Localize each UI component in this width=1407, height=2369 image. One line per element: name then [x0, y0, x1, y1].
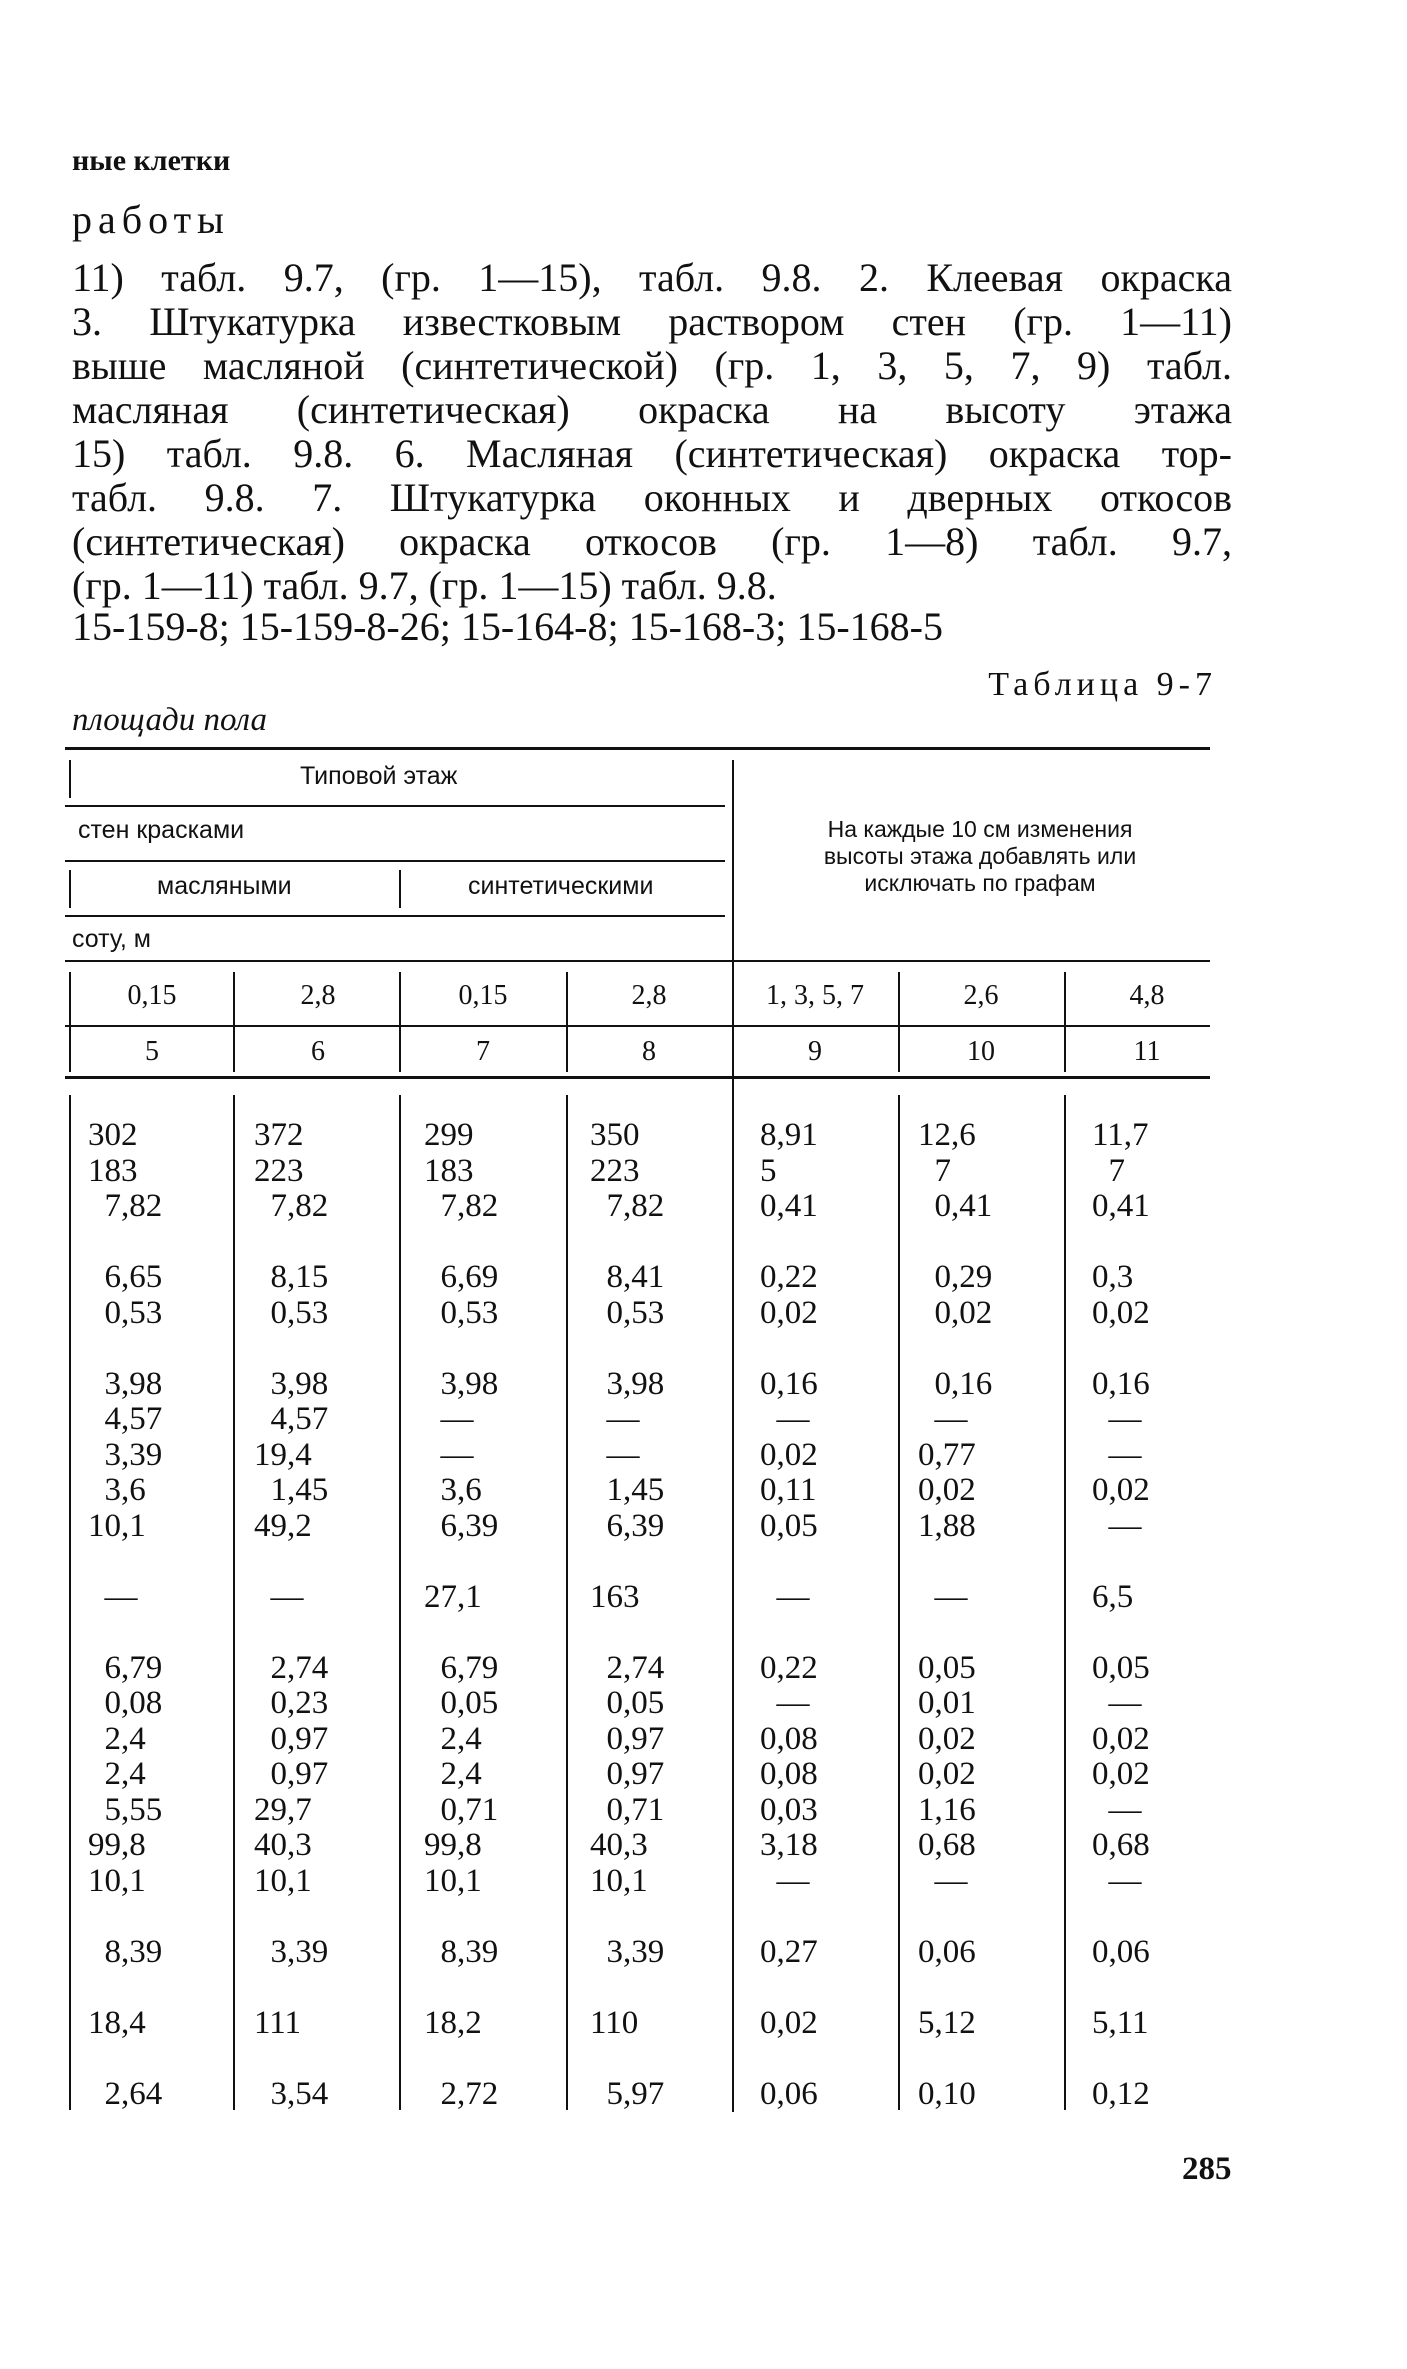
paragraph-line: табл. 9.8. 7. Штукатурка оконных и дверных откосов: [72, 475, 1232, 520]
table-cell: [590, 1615, 760, 1651]
table-cell: 0,02: [918, 1294, 993, 1331]
table-cell: —: [88, 1578, 138, 1615]
table-cell: 3,98: [590, 1365, 665, 1402]
table-cell: [1092, 1544, 1262, 1580]
table-cell: —: [1092, 1791, 1142, 1828]
table-cell: 2,74: [590, 1649, 665, 1686]
table-cell: —: [760, 1401, 810, 1437]
table-cell: 0,22: [760, 1259, 818, 1295]
table-cell: 0,05: [760, 1507, 818, 1544]
table-cell: [424, 1225, 594, 1261]
table-cell: [424, 1544, 594, 1580]
table-cell: —: [918, 1401, 968, 1437]
column-number: 10: [967, 1036, 995, 1067]
table-cell: 0,05: [424, 1685, 499, 1721]
table-cell: 18,4: [88, 2004, 146, 2041]
table-cell: 10,1: [424, 1862, 482, 1899]
table-cell: [760, 1544, 930, 1580]
table-cell: 0,68: [1092, 1827, 1150, 1863]
table-cell: [760, 1331, 930, 1367]
table-cell: [254, 1615, 424, 1651]
table-cell: 372: [254, 1117, 304, 1153]
table-cell: [424, 1615, 594, 1651]
table-cell: 0,02: [1092, 1756, 1150, 1792]
table-cell: 0,29: [918, 1259, 993, 1295]
table-cell: 0,01: [918, 1685, 976, 1721]
table-cell: [1092, 2041, 1262, 2077]
paragraph-line: масляная (синтетическая) окраска на высоту этажа: [72, 387, 1232, 432]
table-cell: [1092, 1615, 1262, 1651]
table-cell: 302: [88, 1117, 138, 1153]
column-number: 5: [145, 1036, 159, 1067]
table-cell: [590, 1331, 760, 1367]
table-cell: 223: [590, 1152, 640, 1189]
table-cell: 6,79: [88, 1649, 163, 1686]
table-cell: 0,02: [918, 1472, 976, 1508]
table-rule: [65, 1025, 1210, 1027]
table-cell: —: [760, 1578, 810, 1615]
table-cell: 3,98: [254, 1365, 329, 1402]
table-cell: [254, 1544, 424, 1580]
table-rule: [65, 805, 725, 807]
table-cell: 0,02: [1092, 1472, 1150, 1508]
table-cell: 3,18: [760, 1827, 818, 1863]
data-column-5: [88, 1118, 258, 2112]
header-maslyanymi: масляными: [157, 872, 292, 900]
table-cell: 0,97: [590, 1720, 665, 1757]
table-cell: 8,39: [88, 1933, 163, 1970]
table-cell: 0,05: [918, 1649, 976, 1686]
table-cell: 3,98: [424, 1365, 499, 1402]
table-cell: [88, 1331, 258, 1367]
table-cell: 6,79: [424, 1649, 499, 1686]
table-cell: 223: [254, 1152, 304, 1189]
table-cell: 1,16: [918, 1791, 976, 1828]
table-cell: 49,2: [254, 1507, 312, 1544]
table-cell: 0,02: [918, 1756, 976, 1792]
header-sotu-m: соту, м: [72, 925, 151, 953]
table-cell: —: [1092, 1401, 1142, 1437]
table-cell: 2,4: [424, 1756, 482, 1792]
table-cell: 0,16: [918, 1365, 993, 1402]
table-cell: 0,06: [918, 1933, 976, 1970]
table-rule: [65, 747, 1210, 750]
table-cell: 0,02: [760, 2004, 818, 2041]
table-cell: [88, 1544, 258, 1580]
table-cell: [918, 1899, 1088, 1935]
table-cell: [88, 1615, 258, 1651]
table-cell: 5,11: [1092, 2004, 1149, 2041]
table-cell: 8,41: [590, 1259, 665, 1295]
table-cell: [1092, 1225, 1262, 1261]
norm-codes: 15-159-8; 15-159-8-26; 15-164-8; 15-168-3; 15-168-5: [72, 604, 943, 649]
table-cell: —: [1092, 1507, 1142, 1544]
table-cell: —: [590, 1436, 640, 1473]
table-cell: [1092, 1331, 1262, 1367]
table-cell: [88, 1899, 258, 1935]
table-cell: 0,97: [254, 1756, 329, 1792]
table-cell: 10,1: [88, 1862, 146, 1899]
table-cell: 7: [918, 1152, 951, 1189]
table-cell: 4,57: [88, 1401, 163, 1437]
table-cell: [254, 1899, 424, 1935]
table-cell: 0,05: [1092, 1649, 1150, 1686]
table-cell: —: [760, 1862, 810, 1899]
table-cell: 1,45: [254, 1472, 329, 1508]
paragraph-line: 15) табл. 9.8. 6. Масляная (синтетическая) окраска тор-: [72, 431, 1232, 476]
column-number: 11: [1133, 1036, 1161, 1067]
table-cell: 3,6: [424, 1472, 482, 1508]
table-cell: [424, 2041, 594, 2077]
table-cell: 8,39: [424, 1933, 499, 1970]
table-cell: 10,1: [88, 1507, 146, 1544]
table-cell: 0,02: [1092, 1294, 1150, 1331]
body-paragraph: [72, 256, 1232, 608]
section-heading: ные клетки: [72, 144, 231, 177]
table-cell: 110: [590, 2004, 639, 2041]
header-sten-kraskami: стен красками: [78, 816, 245, 844]
table-cell: 0,97: [254, 1720, 329, 1757]
table-cell: —: [254, 1578, 304, 1615]
table-cell: [254, 1970, 424, 2006]
header-sinteticheskimi: синтетическими: [468, 872, 654, 900]
table-cell: 4,57: [254, 1401, 329, 1437]
table-cell: [590, 1225, 760, 1261]
table-cell: 1,88: [918, 1507, 976, 1544]
table-cell: 0,06: [1092, 1933, 1150, 1970]
header-value: 0,15: [458, 980, 508, 1011]
table-cell: [918, 2041, 1088, 2077]
table-cell: [88, 2041, 258, 2077]
table-cell: [760, 2041, 930, 2077]
table-cell: 6,69: [424, 1259, 499, 1295]
table-cell: 18,2: [424, 2004, 482, 2041]
table-cell: —: [918, 1578, 968, 1615]
table-cell: 5,97: [590, 2075, 665, 2112]
table-cell: —: [1092, 1862, 1142, 1899]
header-right-line: На каждые 10 см изменения: [827, 816, 1133, 842]
table-cell: 0,71: [590, 1791, 665, 1828]
table-cell: [254, 1331, 424, 1367]
column-number: 7: [476, 1036, 490, 1067]
table-cell: 1,45: [590, 1472, 665, 1508]
data-column-7: [424, 1118, 594, 2112]
table-cell: 183: [424, 1152, 474, 1189]
table-cell: [424, 1970, 594, 2006]
table-cell: 0,53: [590, 1294, 665, 1331]
table-cell: 3,39: [88, 1436, 163, 1473]
table-cell: 0,27: [760, 1933, 818, 1970]
table-cell: [1092, 1899, 1262, 1935]
table-cell: 0,16: [1092, 1365, 1150, 1402]
table-cell: 0,41: [1092, 1188, 1150, 1224]
header-value: 2,6: [963, 980, 999, 1011]
table-cell: 11,7: [1092, 1117, 1149, 1153]
table-cell: [760, 1970, 930, 2006]
table-cell: 10,1: [254, 1862, 312, 1899]
data-column-9: [760, 1118, 930, 2112]
section-subheading: работы: [72, 197, 230, 242]
table-cell: [590, 1970, 760, 2006]
table-rule: [69, 760, 71, 798]
table-cell: 99,8: [88, 1827, 146, 1863]
table-cell: 2,4: [88, 1756, 146, 1792]
header-right-line: высоты этажа добавлять или: [823, 843, 1137, 869]
header-right-line: исключать по графам: [864, 870, 1096, 896]
table-cell: 299: [424, 1117, 474, 1153]
header-right-note: [745, 816, 1215, 897]
table-cell: [88, 1970, 258, 2006]
table-cell: 0,02: [760, 1294, 818, 1331]
table-cell: 0,02: [760, 1436, 818, 1473]
table-cell: 99,8: [424, 1827, 482, 1863]
table-cell: —: [1092, 1436, 1142, 1473]
paragraph-line: (гр. 1—11) табл. 9.7, (гр. 1—15) табл. 9.8.: [72, 563, 777, 608]
table-cell: 0,41: [918, 1188, 993, 1224]
header-value: 0,15: [127, 980, 177, 1011]
table-cell: 2,4: [88, 1720, 146, 1757]
table-cell: 0,68: [918, 1827, 976, 1863]
table-cell: 7,82: [590, 1188, 665, 1224]
table-cell: 8,91: [760, 1117, 818, 1153]
table-cell: 0,3: [1092, 1259, 1134, 1295]
table-cell: 5,55: [88, 1791, 163, 1828]
header-value: 1, 3, 5, 7: [766, 980, 864, 1011]
table-cell: 0,11: [760, 1472, 817, 1508]
table-cell: 40,3: [590, 1827, 648, 1863]
table-cell: [254, 1225, 424, 1261]
data-column-11: [1092, 1118, 1262, 2112]
table-cell: 19,4: [254, 1436, 312, 1473]
table-cell: 0,53: [424, 1294, 499, 1331]
table-cell: 10,1: [590, 1862, 648, 1899]
table-cell: —: [1092, 1685, 1142, 1721]
table-cell: 3,54: [254, 2075, 329, 2112]
table-cell: 3,39: [254, 1933, 329, 1970]
table-cell: —: [424, 1436, 474, 1473]
table-cell: [760, 1615, 930, 1651]
table-cell: 350: [590, 1117, 640, 1153]
table-cell: [1092, 1970, 1262, 2006]
header-value: 4,8: [1129, 980, 1165, 1011]
table-cell: 3,98: [88, 1365, 163, 1402]
table-cell: 2,64: [88, 2075, 163, 2112]
table-cell: [918, 1970, 1088, 2006]
table-cell: [918, 1331, 1088, 1367]
paragraph-line: выше масляной (синтетической) (гр. 1, 3, 5, 7, 9) табл.: [72, 343, 1232, 388]
table-cell: [760, 1225, 930, 1261]
table-cell: 29,7: [254, 1791, 312, 1828]
table-cell: 163: [590, 1578, 640, 1615]
table-cell: 5: [760, 1152, 777, 1189]
table-cell: 183: [88, 1152, 138, 1189]
table-cell: 0,08: [760, 1756, 818, 1792]
table-cell: 6,65: [88, 1259, 163, 1295]
table-cell: 0,97: [590, 1756, 665, 1792]
table-cell: 0,23: [254, 1685, 329, 1721]
table-cell: 6,39: [590, 1507, 665, 1544]
table-rule: [69, 1095, 71, 2110]
data-column-10: [918, 1118, 1088, 2112]
data-column-8: [590, 1118, 760, 2112]
table-cell: 7,82: [424, 1188, 499, 1224]
table-cell: 40,3: [254, 1827, 312, 1863]
table-cell: 0,03: [760, 1791, 818, 1828]
table-cell: 3,39: [590, 1933, 665, 1970]
table-rule: [65, 915, 725, 917]
table-cell: 0,08: [760, 1720, 818, 1757]
table-cell: —: [424, 1401, 474, 1437]
table-cell: 2,72: [424, 2075, 499, 2112]
data-column-6: [254, 1118, 424, 2112]
table-cell: [918, 1225, 1088, 1261]
table-cell: 2,74: [254, 1649, 329, 1686]
paragraph-line: 11) табл. 9.7, (гр. 1—15), табл. 9.8. 2. Клеевая окраска: [72, 255, 1232, 300]
table-cell: 0,53: [88, 1294, 163, 1331]
table-cell: [590, 1899, 760, 1935]
table-cell: [424, 1331, 594, 1367]
column-number: 8: [642, 1036, 656, 1067]
page-number: 285: [1182, 2151, 1232, 2187]
column-number: 9: [808, 1036, 822, 1067]
table-cell: 0,08: [88, 1685, 163, 1721]
table-cell: 6,5: [1092, 1578, 1134, 1615]
table-rule: [65, 1076, 1210, 1079]
table-cell: —: [918, 1862, 968, 1899]
table-cell: [918, 1544, 1088, 1580]
table-title: Таблица 9-7: [988, 666, 1217, 703]
table-cell: 7,82: [88, 1188, 163, 1224]
table-cell: [590, 1544, 760, 1580]
header-tipovoy-etazh: Типовой этаж: [300, 762, 458, 790]
table-caption: площади пола: [72, 702, 267, 738]
table-cell: 0,16: [760, 1365, 818, 1402]
table-cell: 7,82: [254, 1188, 329, 1224]
paragraph-line: 3. Штукатурка известковым раствором стен (гр. 1—11): [72, 299, 1232, 344]
table-cell: 3,6: [88, 1472, 146, 1508]
table-cell: [424, 1899, 594, 1935]
table-cell: 2,4: [424, 1720, 482, 1757]
table-cell: [88, 1225, 258, 1261]
header-value: 2,8: [300, 980, 336, 1011]
table-cell: 0,02: [1092, 1720, 1150, 1757]
column-number: 6: [311, 1036, 325, 1067]
table-cell: [918, 1615, 1088, 1651]
table-cell: 0,12: [1092, 2075, 1150, 2112]
table-cell: 0,22: [760, 1649, 818, 1686]
table-rule: [399, 870, 401, 908]
table-cell: 5,12: [918, 2004, 976, 2041]
table-cell: 12,6: [918, 1117, 976, 1153]
paragraph-line: (синтетическая) окраска откосов (гр. 1—8) табл. 9.7,: [72, 519, 1232, 564]
table-cell: 7: [1092, 1152, 1125, 1189]
header-value: 2,8: [631, 980, 667, 1011]
table-cell: 27,1: [424, 1578, 482, 1615]
table-cell: 0,06: [760, 2075, 818, 2112]
table-cell: 0,05: [590, 1685, 665, 1721]
table-cell: 111: [254, 2004, 302, 2041]
table-cell: 0,53: [254, 1294, 329, 1331]
table-rule: [69, 870, 71, 908]
table-rule: [65, 960, 1210, 962]
table-cell: 8,15: [254, 1259, 329, 1295]
table-cell: 0,77: [918, 1436, 976, 1473]
table-cell: —: [760, 1685, 810, 1721]
table-cell: [590, 2041, 760, 2077]
table-cell: 0,02: [918, 1720, 976, 1757]
table-cell: 0,41: [760, 1188, 818, 1224]
table-cell: 0,71: [424, 1791, 499, 1828]
table-cell: 6,39: [424, 1507, 499, 1544]
table-cell: [760, 1899, 930, 1935]
table-rule: [65, 860, 725, 862]
table-cell: —: [590, 1401, 640, 1437]
table-cell: [254, 2041, 424, 2077]
table-cell: 0,10: [918, 2075, 976, 2112]
